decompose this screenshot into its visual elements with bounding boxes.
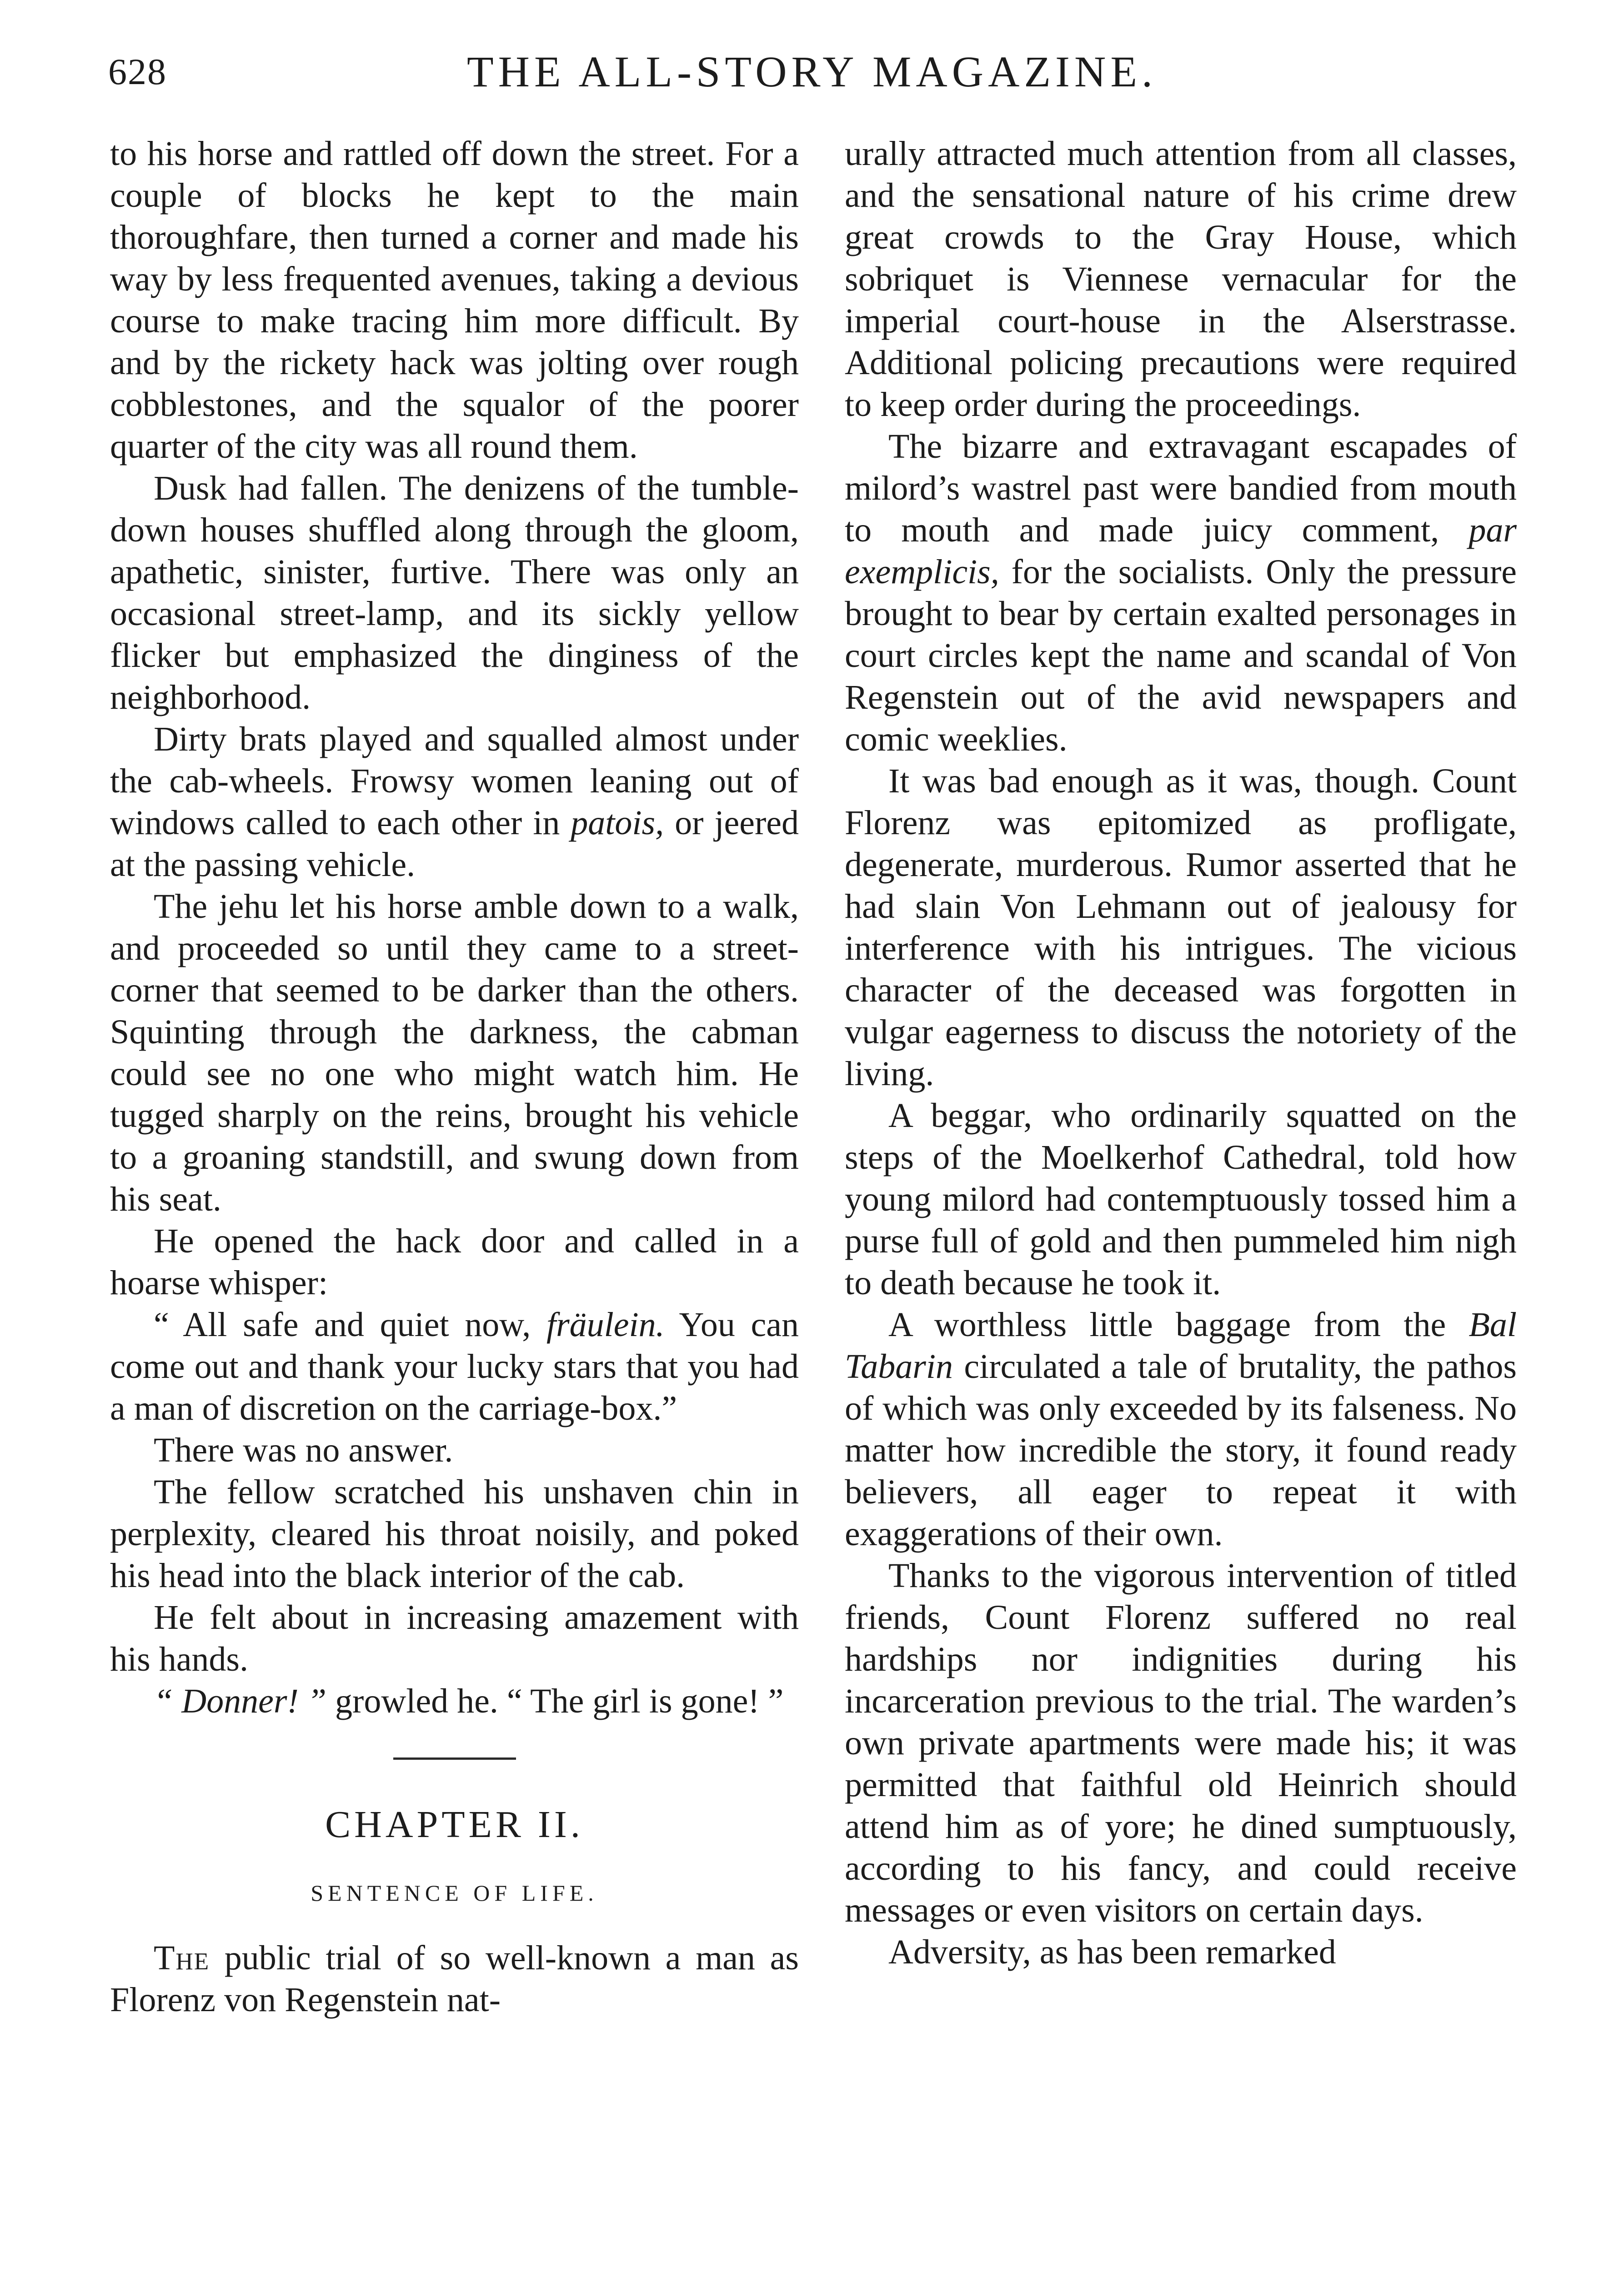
text-run: Dirty brats played and squalled almost under the cab-wheels. Frowsy women leaning out of windows called to each other in (110, 720, 799, 842)
paragraph (110, 1937, 799, 2021)
text-run: circulated a tale of brutality, the pathos of which was only exceeded by its falseness. No matter how incredible the story, it found ready believers, all eager to repeat it with exaggerations of their own. (845, 1347, 1517, 1553)
italic-text: “ Donner! ” (154, 1682, 327, 1720)
right-column (845, 133, 1517, 1973)
paragraph: A beggar, who ordinarily squatted on the steps of the Moelkerhof Cathedral, told how young milord had contemptuously tossed him a purse full of gold and then pummeled him nigh to death because he took it. (845, 1096, 1517, 1302)
paragraph: He opened the hack door and called in a hoarse whisper: (110, 1222, 799, 1302)
page-header (0, 40, 1624, 104)
text-run: A worthless little baggage from the (888, 1306, 1469, 1344)
paragraph (110, 718, 799, 886)
paragraph: to his horse and rattled off down the street. For a couple of blocks he kept to the main thoroughfare, then turned a corner and made his way by less frequented avenues, taking a devious course to make tracing him more difficult. By and by the rickety hack was jolting over rough cobblestones, and the squalor of the poorer quarter of the city was all round them. (110, 135, 799, 466)
paragraph: Dusk had fallen. The denizens of the tumble-down houses shuffled along through the gloom, apathetic, sinister, furtive. There was only an occasional street-lamp, and its sickly yellow flicker but emphasized the dinginess of the neighborhood. (110, 469, 799, 716)
italic-text: Bal Tabarin (845, 1306, 1517, 1386)
text-run: or jeered at the passing vehicle. (110, 804, 799, 884)
italic-text: fräulein. (546, 1306, 665, 1344)
paragraph: He felt about in increasing amazement with his hands. (110, 1598, 799, 1678)
section-divider (393, 1757, 516, 1760)
paragraph (845, 426, 1517, 760)
page-number: 628 (108, 51, 167, 92)
text-run: “ All safe and quiet now, (154, 1306, 546, 1344)
paragraph (845, 1304, 1517, 1555)
italic-text: patois, (571, 804, 664, 842)
paragraph: urally attracted much attention from all classes, and the sensational nature of his crime drew great crowds to the Gray House, which sobriquet is Viennese vernacular for the imperial court-house in the Alserstrasse. Additional policing precautions were required to keep order during the proceedings. (845, 135, 1517, 424)
chapter-title: CHAPTER II. (325, 1803, 584, 1846)
text-run: growled he. “ The girl is gone! ” (326, 1682, 784, 1720)
text-run: for the socialists. Only the pressure brought to bear by certain exalted personages in court circles kept the name and scandal of Von Regenstein out of the avid newspapers and comic weeklies. (845, 553, 1517, 758)
paragraph (110, 1680, 799, 1722)
chapter-subtitle: SENTENCE OF LIFE. (311, 1880, 598, 1906)
text-run: The bizarre and extravagant escapades of milord’s wastrel past were bandied from mouth to mouth and made juicy comment, (845, 427, 1517, 549)
paragraph: The fellow scratched his unshaven chin in perplexity, cleared his throat noisily, and poked his head into the black interior of the cab. (110, 1473, 799, 1595)
left-column (110, 133, 799, 2021)
paragraph: Thanks to the vigorous intervention of titled friends, Count Florenz suffered no real hardships nor indignities during his incarceration previous to the trial. The warden’s own private apartments were made his; it was permitted that faithful old Heinrich should attend him as of yore; he dined sumptuously, according to his fancy, and could receive messages or even visitors on certain days. (845, 1557, 1517, 1929)
paragraph: There was no answer. (154, 1431, 453, 1469)
paragraph: Adversity, as has been remarked (888, 1933, 1336, 1971)
paragraph: The jehu let his horse amble down to a walk, and proceeded so until they came to a street-corner that seemed to be darker than the others. Squinting through the darkness, the cabman could see no one who might watch him. He tugged sharply on the reins, brought his vehicle to a groaning standstill, and swung down from his seat. (110, 887, 799, 1218)
text-run: public trial of so well-known a man as Florenz von Regenstein nat- (110, 1939, 799, 2019)
text-run: You can come out and thank your lucky stars that you had a man of discretion on the carriage-box.” (110, 1306, 799, 1427)
lead-word: The (154, 1939, 210, 1977)
paragraph (110, 1304, 799, 1429)
italic-text: par exemplicis, (845, 511, 1517, 591)
paragraph: It was bad enough as it was, though. Count Florenz was epitomized as profligate, degenerate, murderous. Rumor asserted that he had slain Von Lehmann out of jealousy for interference with his intrigues. The vicious character of the deceased was forgotten in vulgar eagerness to discuss the notoriety of the living. (845, 762, 1517, 1093)
running-title: THE ALL-STORY MAGAZINE. (467, 47, 1157, 96)
